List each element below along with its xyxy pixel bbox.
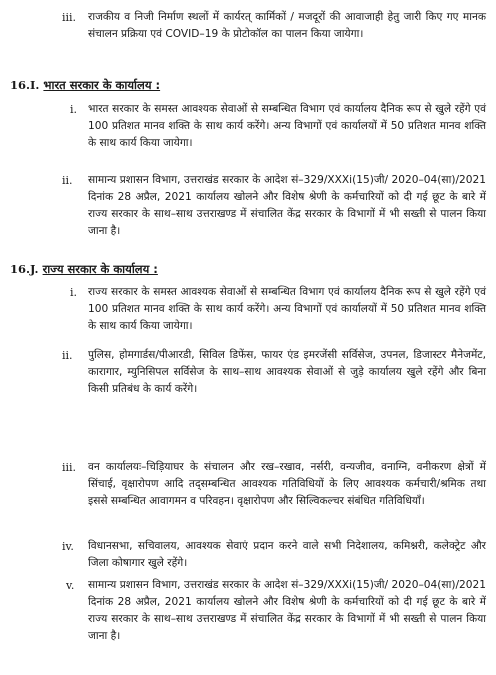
list-text: विधानसभा, सचिवालय, आवश्यक सेवाएं प्रदान करने वाले सभी निदेशालय, कमिश्नरी, कलेक्ट्रेट और जिला कोषागार खुले रहेंगे। <box>88 540 486 569</box>
section-number: 16.J. <box>10 262 39 276</box>
list-number: i. <box>70 286 78 299</box>
list-item-16j-iii <box>62 459 486 510</box>
list-text: भारत सरकार के समस्त आवश्यक सेवाओं से सम्बन्धित विभाग एवं कार्यालय दैनिक रूप से खुले रहेंगे एवं 100 प्रतिशत मानव शक्ति के साथ कार्य करेंगे। अन्य विभागों एवं कार्यालयों में 50 प्रतिशत मानव शक्ति के साथ कार्य किया जायेगा। <box>88 103 486 149</box>
list-number: iii. <box>62 461 77 474</box>
list-item-16j-iv <box>62 538 486 572</box>
list-item-16i-i <box>62 101 486 152</box>
list-text: वन कार्यालयः–चिड़ियाघर के संचालन और रख–रखाव, नर्सरी, वन्यजीव, वनाग्नि, वनीकरण क्षेत्रों में सिंचाई, वृक्षारोपण आदि तद्सम्बन्धित आवश्यक गतिविधियों के लिए आवश्यक कर्मचारी/श्रमिक तथा इससे सम्बन्धित आवागमन व परिवहन। वृक्षारोपण और सिल्विकल्चर संबंधित गतिविधियाँ। <box>88 461 486 507</box>
list-text: सामान्य प्रशासन विभाग, उत्तराखंड सरकार के आदेश सं–329/XXXi(15)जी/ 2020–04(सा)/2021 दिनांक 28 अप्रैल, 2021 कार्यालय खोलने और विशेष श्रेणी के कर्मचारियों को दी गई छूट के बारे में राज्य सरकार के साथ–साथ उत्तराखण्ड में संचालित केंद्र सरकार के विभागों में भी सख्ती से पालन किया जाना है। <box>88 174 486 237</box>
list-item-16j-v <box>62 577 486 645</box>
list-text: सामान्य प्रशासन विभाग, उत्तराखंड सरकार के आदेश सं–329/XXXi(15)जी/ 2020–04(सा)/2021 दिनांक 28 अप्रैल, 2021 कार्यालय खोलने और विशेष श्रेणी के कर्मचारियों को दी गई छूट के बारे में राज्य सरकार के साथ–साथ उत्तराखण्ड में संचालित केंद्र सरकार के विभागों में भी सख्ती से पालन किया जाना है। <box>88 579 486 642</box>
list-item-top-iii <box>62 9 486 43</box>
list-number: ii. <box>62 349 73 362</box>
list-number: v. <box>66 579 75 592</box>
section-title: राज्य सरकार के कार्यालय : <box>42 262 158 276</box>
section-number: 16.I. <box>10 78 40 92</box>
section-heading-16j <box>10 261 158 277</box>
list-text: पुलिस, होमगार्डस/पीआरडी, सिविल डिफेंस, फायर एंड इमरजेंसी सर्विसेज, उपनल, डिजास्टर मैनेजमेंट, कारागार, म्युनिसिपल सर्विसेज के साथ–साथ आवश्यक सेवाओं से जुड़े कार्यालय खुले रहेंगे और बिना किसी प्रतिबंध के कार्य करेंगे। <box>88 349 486 395</box>
list-number: i. <box>70 103 78 116</box>
section-heading-16i <box>10 77 160 93</box>
list-item-16i-ii <box>62 172 486 240</box>
list-number: iii. <box>62 11 77 24</box>
list-item-16j-i <box>62 284 486 335</box>
section-title: भारत सरकार के कार्यालय : <box>43 78 161 92</box>
list-number: ii. <box>62 174 73 187</box>
list-number: iv. <box>62 540 74 553</box>
list-text: राज्य सरकार के समस्त आवश्यक सेवाओं से सम्बन्धित विभाग एवं कार्यालय दैनिक रूप से खुले रहेंगे एवं 100 प्रतिशत मानव शक्ति के साथ कार्य करेंगे। अन्य विभागों एवं कार्यालयों में 50 प्रतिशत मानव शक्ति के साथ कार्य किया जायेगा। <box>88 286 486 332</box>
list-item-16j-ii <box>62 347 486 398</box>
list-text: राजकीय व निजी निर्माण स्थलों में कार्यरत् कार्मिकों / मजदूरों की आवाजाही हेतु जारी किए गए मानक संचालन प्रक्रिया एवं COVID–19 के प्रोटोकॉल का पालन किया जायेगा। <box>88 11 486 40</box>
